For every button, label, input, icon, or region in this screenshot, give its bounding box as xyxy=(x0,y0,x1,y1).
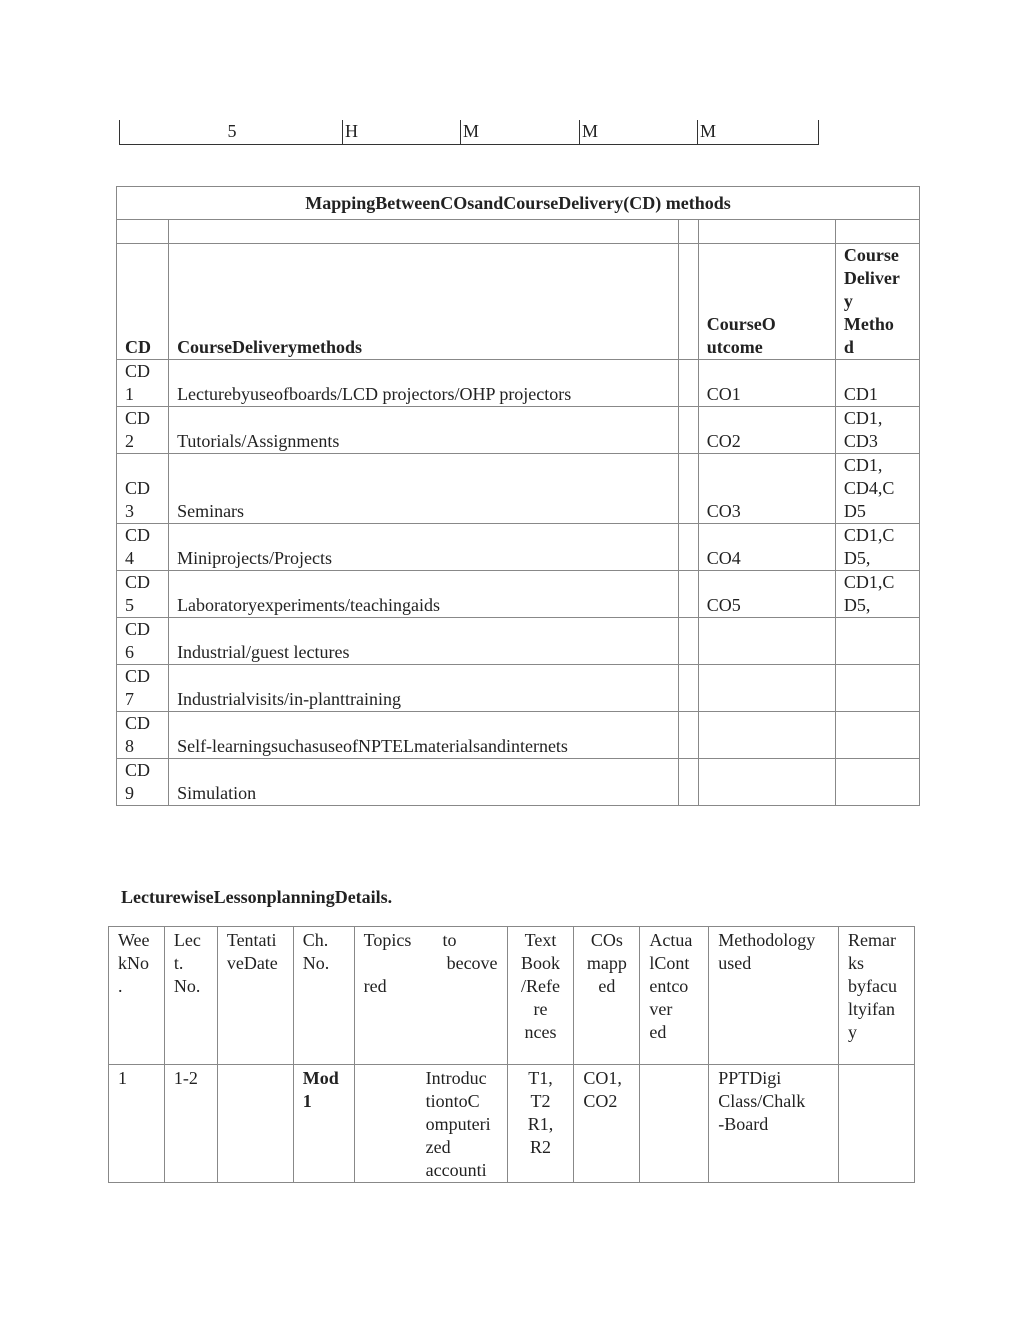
cd-delivery: CD1 xyxy=(835,360,919,407)
cd-id: CD 8 xyxy=(117,712,169,759)
header-topics: Topics to becove red xyxy=(354,927,507,1065)
header-methods: CourseDeliverymethods xyxy=(169,244,679,360)
fragment-cell: H xyxy=(343,120,461,145)
lesson-lecture: 1-2 xyxy=(164,1065,217,1183)
cd-method: Industrial/guest lectures xyxy=(169,618,679,665)
mapping-row xyxy=(117,618,920,665)
cd-method: Laboratoryexperiments/teachingaids xyxy=(169,571,679,618)
lesson-cos: CO1, CO2 xyxy=(574,1065,640,1183)
lesson-date xyxy=(217,1065,293,1183)
header-cd: CD xyxy=(117,244,169,360)
cd-id: CD 6 xyxy=(117,618,169,665)
mapping-row xyxy=(117,360,920,407)
fragment-row xyxy=(120,120,819,145)
cd-outcome: CO5 xyxy=(698,571,835,618)
header-date: Tentati veDate xyxy=(217,927,293,1065)
cd-delivery: CD1, CD3 xyxy=(835,407,919,454)
cd-delivery xyxy=(835,712,919,759)
mapping-row xyxy=(117,712,920,759)
cd-method: Simulation xyxy=(169,759,679,806)
cd-id: CD 5 xyxy=(117,571,169,618)
lesson-row xyxy=(109,1065,915,1183)
lesson-topic: Introduc tiontoC omputeri zed accounti xyxy=(354,1065,507,1183)
fragment-cell: M xyxy=(580,120,698,145)
header-textbook: Text Book /Refe re nces xyxy=(507,927,574,1065)
fragment-table xyxy=(119,120,819,145)
lesson-week: 1 xyxy=(109,1065,165,1183)
fragment-cell: M xyxy=(461,120,580,145)
cd-method: Seminars xyxy=(169,454,679,524)
lesson-planning-title: LecturewiseLessonplanningDetails. xyxy=(121,887,393,907)
mapping-row xyxy=(117,665,920,712)
lesson-remarks xyxy=(839,1065,915,1183)
cd-delivery xyxy=(835,618,919,665)
mapping-row xyxy=(117,407,920,454)
lesson-textbook: T1, T2 R1, R2 xyxy=(507,1065,574,1183)
cd-delivery xyxy=(835,759,919,806)
cd-method: Self-learningsuchasuseofNPTELmaterialsandinternets xyxy=(169,712,679,759)
cd-outcome xyxy=(698,712,835,759)
cd-outcome xyxy=(698,759,835,806)
header-delivery: Course Deliver y Metho d xyxy=(835,244,919,360)
mapping-row xyxy=(117,571,920,618)
cd-delivery: CD1,C D5, xyxy=(835,524,919,571)
fragment-cell: M xyxy=(698,120,819,145)
cd-outcome xyxy=(698,665,835,712)
cd-method: Tutorials/Assignments xyxy=(169,407,679,454)
lesson-chapter: Mod 1 xyxy=(293,1065,354,1183)
cd-delivery xyxy=(835,665,919,712)
cd-id: CD 4 xyxy=(117,524,169,571)
header-chapter: Ch. No. xyxy=(293,927,354,1065)
mapping-row xyxy=(117,454,920,524)
fragment-cell: 5 xyxy=(120,120,343,145)
mapping-row xyxy=(117,524,920,571)
lesson-methodology: PPTDigi Class/Chalk -Board xyxy=(709,1065,839,1183)
cd-method: Lecturebyuseofboards/LCD projectors/OHP projectors xyxy=(169,360,679,407)
cd-method: Miniprojects/Projects xyxy=(169,524,679,571)
cd-outcome: CO4 xyxy=(698,524,835,571)
lesson-header-row xyxy=(109,927,915,1065)
header-actual: Actua lCont entco ver ed xyxy=(640,927,709,1065)
lesson-actual xyxy=(640,1065,709,1183)
mapping-title-row xyxy=(117,187,920,220)
cd-outcome: CO3 xyxy=(698,454,835,524)
cd-id: CD 1 xyxy=(117,360,169,407)
header-cos: COs mapp ed xyxy=(574,927,640,1065)
mapping-header-row xyxy=(117,244,920,360)
cd-method: Industrialvisits/in-planttraining xyxy=(169,665,679,712)
header-methodology: Methodology used xyxy=(709,927,839,1065)
cd-delivery: CD1, CD4,C D5 xyxy=(835,454,919,524)
cd-outcome: CO2 xyxy=(698,407,835,454)
lesson-planning-table xyxy=(108,926,915,1183)
cd-id: CD 3 xyxy=(117,454,169,524)
header-outcome: CourseO utcome xyxy=(698,244,835,360)
cd-outcome: CO1 xyxy=(698,360,835,407)
header-remarks: Remar ks byfacu ltyifan y xyxy=(839,927,915,1065)
mapping-empty-row xyxy=(117,220,920,244)
mapping-title: MappingBetweenCOsandCourseDelivery(CD) methods xyxy=(117,187,920,220)
header-lecture: Lec t. No. xyxy=(164,927,217,1065)
mapping-row xyxy=(117,759,920,806)
cd-id: CD 7 xyxy=(117,665,169,712)
header-week: Wee kNo . xyxy=(109,927,165,1065)
cd-id: CD 2 xyxy=(117,407,169,454)
cd-id: CD 9 xyxy=(117,759,169,806)
cd-outcome xyxy=(698,618,835,665)
cd-delivery: CD1,C D5, xyxy=(835,571,919,618)
mapping-table xyxy=(116,186,920,806)
